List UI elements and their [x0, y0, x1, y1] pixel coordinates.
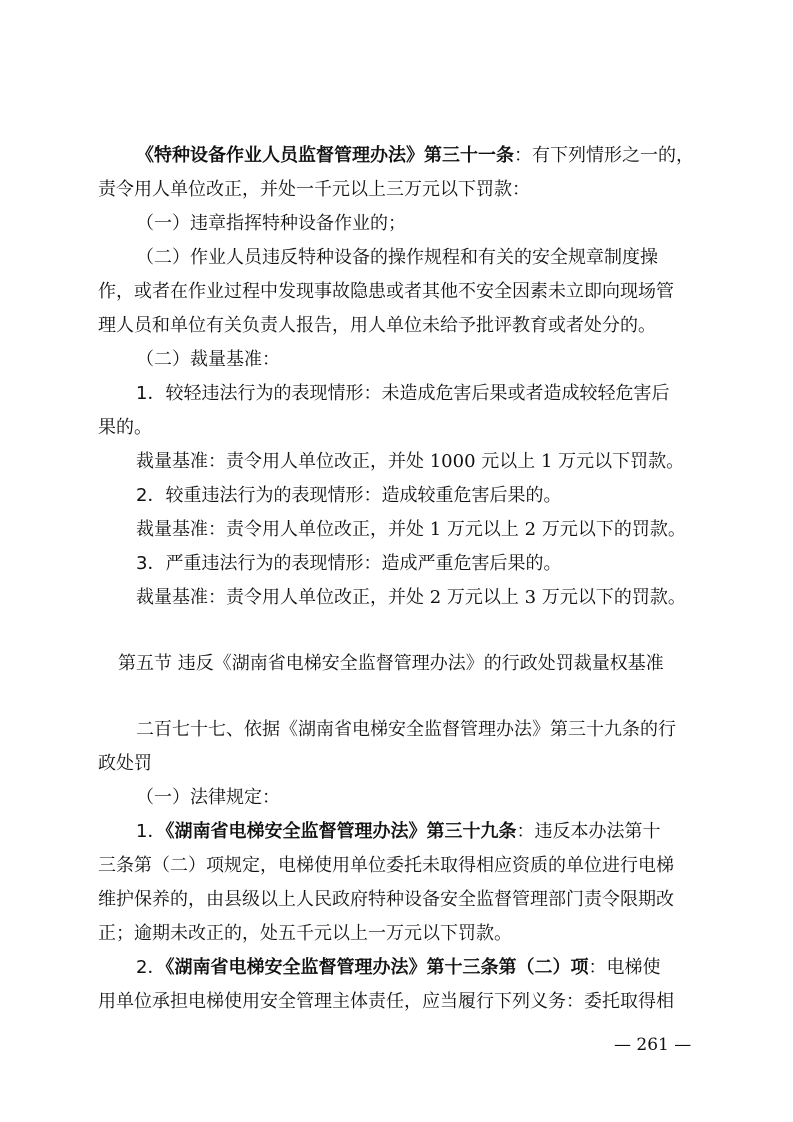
- paragraph-line: 维护保养的，由县级以上人民政府特种设备安全监督管理部门责令限期改: [98, 889, 674, 910]
- paragraph-line: 用单位承担电梯使用安全管理主体责任，应当履行下列义务：委托取得相: [98, 991, 674, 1012]
- paragraph-line: 2．《湖南省电梯安全监督管理办法》第十三条第（二）项：电梯使: [136, 957, 661, 978]
- paragraph-line: 1．较轻违法行为的表现情形：未造成危害后果或者造成较轻危害后: [136, 383, 670, 404]
- paragraph-line: 责令用人单位改正，并处一千元以上三万元以下罚款：: [98, 179, 530, 200]
- paragraph-line: 正；逾期未改正的，处五千元以上一万元以下罚款。: [98, 923, 512, 944]
- paragraph-line: 裁量基准：责令用人单位改正，并处 1000 元以上 1 万元以下罚款。: [136, 451, 685, 472]
- law-citation: 《湖南省电梯安全监督管理办法》第十三条第（二）项: [165, 957, 589, 978]
- paragraph-line: 裁量基准：责令用人单位改正，并处 1 万元以上 2 万元以下的罚款。: [136, 519, 686, 540]
- page-number: — 261 —: [614, 1035, 692, 1055]
- paragraph-line: 3．严重违法行为的表现情形：造成严重危害后果的。: [136, 553, 562, 574]
- law-citation: 《特种设备作业人员监督管理办法》第三十一条: [136, 145, 514, 166]
- paragraph-line: 《特种设备作业人员监督管理办法》第三十一条：有下列情形之一的，: [136, 145, 694, 166]
- paragraph-line: （一）法律规定：: [136, 787, 280, 808]
- paragraph-line: （二）作业人员违反特种设备的操作规程和有关的安全规章制度操: [136, 247, 658, 268]
- paragraph-line: 果的。: [98, 417, 152, 438]
- paragraph-line: （一）违章指挥特种设备作业的；: [136, 213, 406, 234]
- paragraph-line: 1．《湖南省电梯安全监督管理办法》第三十九条：违反本办法第十: [136, 821, 661, 842]
- law-citation: 《湖南省电梯安全监督管理办法》第三十九条: [165, 821, 517, 842]
- paragraph-line: （二）裁量基准：: [136, 349, 280, 370]
- paragraph-line: 理人员和单位有关负责人报告，用人单位未给予批评教育或者处分的。: [98, 315, 656, 336]
- paragraph-line: 政处罚: [98, 753, 152, 774]
- section-heading: 第五节 违反《湖南省电梯安全监督管理办法》的行政处罚裁量权基准: [118, 653, 664, 674]
- paragraph-line: 三条第（二）项规定，电梯使用单位委托未取得相应资质的单位进行电梯: [98, 855, 674, 876]
- paragraph-line: 裁量基准：责令用人单位改正，并处 2 万元以上 3 万元以下的罚款。: [136, 587, 686, 608]
- paragraph-line: 2．较重违法行为的表现情形：造成较重危害后果的。: [136, 485, 562, 506]
- paragraph-line: 二百七十七、依据《湖南省电梯安全监督管理办法》第三十九条的行: [136, 719, 676, 740]
- paragraph-line: 作，或者在作业过程中发现事故隐患或者其他不安全因素未立即向现场管: [98, 281, 674, 302]
